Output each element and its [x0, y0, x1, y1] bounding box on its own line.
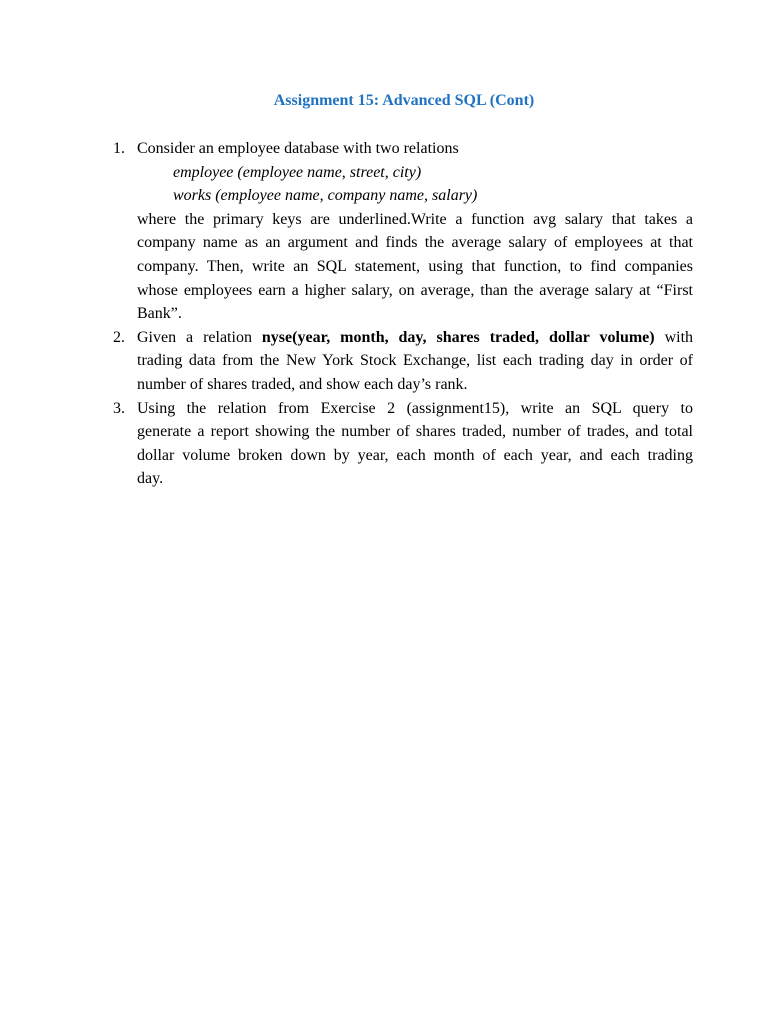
paragraph-line — [137, 326, 693, 350]
paragraph-last-line: day. — [137, 470, 164, 488]
item-number: 3. — [113, 399, 125, 417]
line-suffix: with — [664, 328, 694, 346]
item-body — [137, 326, 693, 397]
item-body — [137, 397, 693, 491]
paragraph-line: trading data from the New York Stock Exchange, list each trading day in order of — [137, 352, 693, 370]
list-item — [0, 326, 768, 397]
item-number: 1. — [113, 140, 125, 157]
paragraph-last-line: Bank”. — [137, 305, 182, 323]
list-item — [0, 397, 768, 491]
document-title: Assignment 15: Advanced SQL (Cont) — [273, 92, 535, 109]
paragraph-line: company. Then, write an SQL statement, using that function, to find companies — [137, 257, 693, 275]
paragraph-line: whose employees earn a higher salary, on average, than the average salary at “First — [137, 281, 693, 299]
relation-works: works (employee name, company name, salary) — [173, 187, 478, 205]
paragraph-line: dollar volume broken down by year, each month of each year, and each trading — [137, 446, 693, 464]
question-list — [0, 137, 768, 491]
paragraph-last-line: number of shares traded, and show each day’s rank. — [137, 375, 468, 393]
relation-nyse: nyse(year, month, day, shares traded, dollar volume) — [261, 328, 655, 346]
paragraph-line: Using the relation from Exercise 2 (assignment15), write an SQL query to — [137, 399, 693, 417]
item-body — [137, 137, 693, 326]
line-prefix: Given a relation — [137, 328, 252, 346]
paragraph-line: generate a report showing the number of shares traded, number of trades, and total — [137, 423, 693, 441]
paragraph-line: where the primary keys are underlined.Write a function avg salary that takes a — [137, 210, 693, 228]
paragraph-line: company name as an argument and finds the average salary of employees at that — [137, 234, 693, 252]
item-number: 2. — [113, 328, 125, 346]
item-intro: Consider an employee database with two relations — [137, 140, 459, 157]
relation-employee: employee (employee name, street, city) — [173, 163, 422, 181]
list-item — [0, 137, 768, 326]
